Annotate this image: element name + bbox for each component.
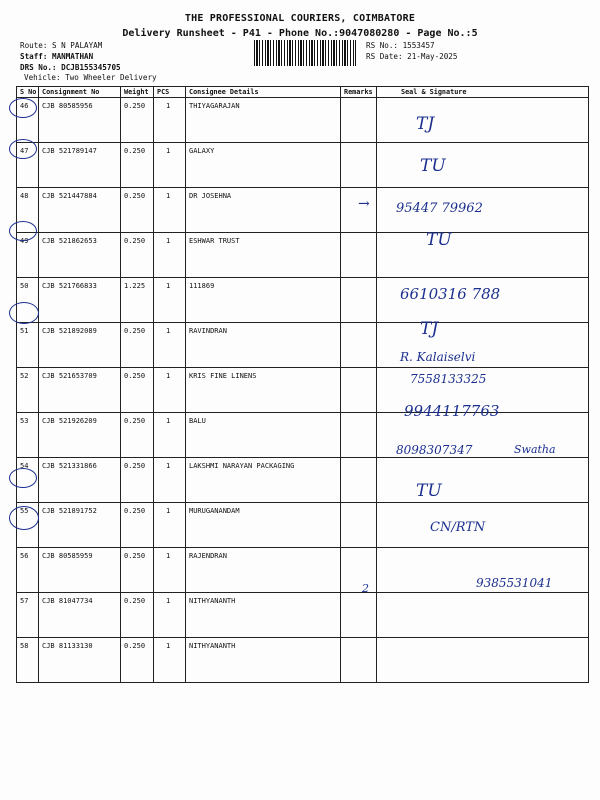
weight-cell: 0.250 bbox=[121, 233, 154, 278]
consignee-cell: KRIS FINE LINENS bbox=[186, 368, 341, 413]
remark-arrow-48: → bbox=[358, 196, 370, 212]
weight-cell: 0.250 bbox=[121, 458, 154, 503]
remarks-cell bbox=[341, 98, 377, 143]
weight-cell: 0.250 bbox=[121, 143, 154, 188]
sno-circle-55 bbox=[9, 468, 37, 488]
table-row bbox=[17, 278, 589, 323]
table-row bbox=[17, 233, 589, 278]
sno-cell: 51 bbox=[17, 323, 39, 368]
remarks-cell bbox=[341, 638, 377, 683]
signature-56: CN/RTN bbox=[430, 520, 486, 535]
col-header-consignment: Consignment No bbox=[39, 87, 121, 98]
signature-cell bbox=[377, 368, 589, 413]
sno-cell: 53 bbox=[17, 413, 39, 458]
signature-55: TU bbox=[416, 481, 442, 501]
col-header-consignee: Consignee Details bbox=[186, 87, 341, 98]
table-row bbox=[17, 593, 589, 638]
signature-cell bbox=[377, 638, 589, 683]
sno-cell: 57 bbox=[17, 593, 39, 638]
pcs-cell: 1 bbox=[154, 458, 186, 503]
remarks-cell bbox=[341, 233, 377, 278]
table-header-row bbox=[17, 87, 589, 98]
col-header-weight: Weight bbox=[121, 87, 154, 98]
consignment-no-cell: CJB 521862653 bbox=[39, 233, 121, 278]
consignee-cell: THIYAGARAJAN bbox=[186, 98, 341, 143]
staff-value: MANMATHAN bbox=[52, 52, 94, 61]
signature-cell bbox=[377, 188, 589, 233]
weight-cell: 1.225 bbox=[121, 278, 154, 323]
pcs-cell: 1 bbox=[154, 548, 186, 593]
signature-54-phone: 8098307347 bbox=[396, 443, 473, 457]
consignment-no-cell: CJB 521447884 bbox=[39, 188, 121, 233]
consignment-no-cell: CJB 521892089 bbox=[39, 323, 121, 368]
signature-cell bbox=[377, 548, 589, 593]
consignment-no-cell: CJB 521926209 bbox=[39, 413, 121, 458]
sno-cell: 58 bbox=[17, 638, 39, 683]
barcode bbox=[254, 40, 356, 66]
sno-circle-47 bbox=[9, 139, 37, 159]
rs-no-value: 1553457 bbox=[402, 41, 435, 50]
table-row bbox=[17, 458, 589, 503]
remarks-cell bbox=[341, 548, 377, 593]
signature-53: 9944117763 bbox=[404, 402, 500, 420]
signature-cell bbox=[377, 278, 589, 323]
consignment-no-cell: CJB 521331866 bbox=[39, 458, 121, 503]
table-row bbox=[17, 188, 589, 233]
vehicle-line: Vehicle: Two Wheeler Delivery bbox=[24, 73, 157, 82]
weight-cell: 0.250 bbox=[121, 503, 154, 548]
table-row bbox=[17, 548, 589, 593]
signature-57: 9385531041 bbox=[476, 576, 553, 590]
weight-cell: 0.250 bbox=[121, 548, 154, 593]
weight-cell: 0.250 bbox=[121, 638, 154, 683]
route-value: S N PALAYAM bbox=[52, 41, 103, 50]
sno-cell: 50 bbox=[17, 278, 39, 323]
sno-cell: 56 bbox=[17, 548, 39, 593]
vehicle-value: Two Wheeler Delivery bbox=[65, 73, 157, 82]
consignment-no-cell: CJB 80585956 bbox=[39, 98, 121, 143]
staff-line: Staff: MANMATHAN bbox=[20, 52, 94, 61]
pcs-cell: 1 bbox=[154, 368, 186, 413]
signature-50: 6610316 788 bbox=[400, 285, 501, 303]
pcs-cell: 1 bbox=[154, 143, 186, 188]
consignment-no-cell: CJB 81133130 bbox=[39, 638, 121, 683]
signature-49: TU bbox=[426, 230, 452, 250]
sno-cell: 55 bbox=[17, 503, 39, 548]
weight-cell: 0.250 bbox=[121, 98, 154, 143]
pcs-cell: 1 bbox=[154, 188, 186, 233]
table-row bbox=[17, 323, 589, 368]
consignee-cell: NITHYANANTH bbox=[186, 638, 341, 683]
pcs-cell: 1 bbox=[154, 323, 186, 368]
sno-circle-46 bbox=[9, 98, 37, 118]
consignee-cell: ESHWAR TRUST bbox=[186, 233, 341, 278]
weight-cell: 0.250 bbox=[121, 323, 154, 368]
consignee-cell: NITHYANANTH bbox=[186, 593, 341, 638]
sno-cell: 54 bbox=[17, 458, 39, 503]
consignment-no-cell: CJB 521891752 bbox=[39, 503, 121, 548]
page-title: THE PROFESSIONAL COURIERS, COIMBATORE bbox=[184, 13, 416, 24]
consignee-cell: RAVINDRAN bbox=[186, 323, 341, 368]
col-header-signature: Seal & Signature bbox=[377, 87, 589, 98]
runsheet-subtitle: Delivery Runsheet - P41 - Phone No.:9047080280 - Page No.:5 bbox=[122, 28, 478, 39]
consignee-cell: GALAXY bbox=[186, 143, 341, 188]
table-row bbox=[17, 143, 589, 188]
pcs-cell: 1 bbox=[154, 638, 186, 683]
signature-51: TJ bbox=[420, 319, 439, 339]
signature-46: TJ bbox=[416, 114, 435, 134]
signature-cell bbox=[377, 458, 589, 503]
sno-circle-56 bbox=[9, 506, 39, 530]
col-header-sno: S No bbox=[17, 87, 39, 98]
remarks-cell bbox=[341, 188, 377, 233]
drs-value: DCJB155345705 bbox=[61, 63, 121, 72]
pcs-cell: 1 bbox=[154, 278, 186, 323]
sno-cell: 47 bbox=[17, 143, 39, 188]
pcs-cell: 1 bbox=[154, 98, 186, 143]
signature-cell bbox=[377, 323, 589, 368]
remarks-cell bbox=[341, 368, 377, 413]
table-row bbox=[17, 638, 589, 683]
weight-cell: 0.250 bbox=[121, 188, 154, 233]
table-row bbox=[17, 98, 589, 143]
signature-47: TU bbox=[420, 156, 446, 176]
weight-cell: 0.250 bbox=[121, 593, 154, 638]
table-row bbox=[17, 413, 589, 458]
weight-cell: 0.250 bbox=[121, 368, 154, 413]
pcs-cell: 1 bbox=[154, 593, 186, 638]
drs-line: DRS No.: DCJB155345705 bbox=[20, 63, 121, 72]
weight-cell: 0.250 bbox=[121, 413, 154, 458]
rs-date-line: RS Date: 21-May-2025 bbox=[366, 52, 458, 61]
sno-cell: 49 bbox=[17, 233, 39, 278]
remarks-cell bbox=[341, 458, 377, 503]
signature-cell bbox=[377, 233, 589, 278]
consignment-no-cell: CJB 521653709 bbox=[39, 368, 121, 413]
table-row bbox=[17, 503, 589, 548]
consignment-no-cell: CJB 80585959 bbox=[39, 548, 121, 593]
signature-cell bbox=[377, 593, 589, 638]
sno-cell: 52 bbox=[17, 368, 39, 413]
remarks-cell bbox=[341, 143, 377, 188]
remarks-cell bbox=[341, 323, 377, 368]
consignment-no-cell: CJB 521766833 bbox=[39, 278, 121, 323]
pcs-cell: 1 bbox=[154, 413, 186, 458]
signature-48: 95447 79962 bbox=[396, 201, 483, 216]
sno-circle-49 bbox=[9, 221, 37, 241]
remarks-cell bbox=[341, 593, 377, 638]
signature-cell bbox=[377, 98, 589, 143]
signature-cell bbox=[377, 413, 589, 458]
remarks-cell bbox=[341, 278, 377, 323]
pcs-cell: 1 bbox=[154, 233, 186, 278]
sno-cell: 46 bbox=[17, 98, 39, 143]
consignee-cell: BALU bbox=[186, 413, 341, 458]
consignee-cell: 111869 bbox=[186, 278, 341, 323]
runsheet-table bbox=[16, 86, 589, 683]
consignee-cell: RAJENDRAN bbox=[186, 548, 341, 593]
signature-cell bbox=[377, 143, 589, 188]
col-header-pcs: PCS bbox=[154, 87, 186, 98]
rs-date-value: 21-May-2025 bbox=[407, 52, 458, 61]
sno-circle-51 bbox=[9, 302, 39, 324]
consignee-cell: LAKSHMI NARAYAN PACKAGING bbox=[186, 458, 341, 503]
consignment-no-cell: CJB 81047734 bbox=[39, 593, 121, 638]
col-header-remarks: Remarks bbox=[341, 87, 377, 98]
table-row bbox=[17, 368, 589, 413]
remarks-cell bbox=[341, 413, 377, 458]
signature-52-name: R. Kalaiselvi bbox=[400, 350, 476, 364]
signature-52-phone: 7558133325 bbox=[410, 372, 487, 386]
rs-no-line: RS No.: 1553457 bbox=[366, 41, 435, 50]
remarks-cell bbox=[341, 503, 377, 548]
route-line: Route: S N PALAYAM bbox=[20, 41, 103, 50]
consignee-cell: DR JOSEHNA bbox=[186, 188, 341, 233]
sno-cell: 48 bbox=[17, 188, 39, 233]
consignment-no-cell: CJB 521789147 bbox=[39, 143, 121, 188]
signature-cell bbox=[377, 503, 589, 548]
pcs-cell: 1 bbox=[154, 503, 186, 548]
consignee-cell: MURUGANANDAM bbox=[186, 503, 341, 548]
remark-57: 2 bbox=[362, 582, 369, 595]
signature-54-name: Swatha bbox=[514, 443, 556, 456]
